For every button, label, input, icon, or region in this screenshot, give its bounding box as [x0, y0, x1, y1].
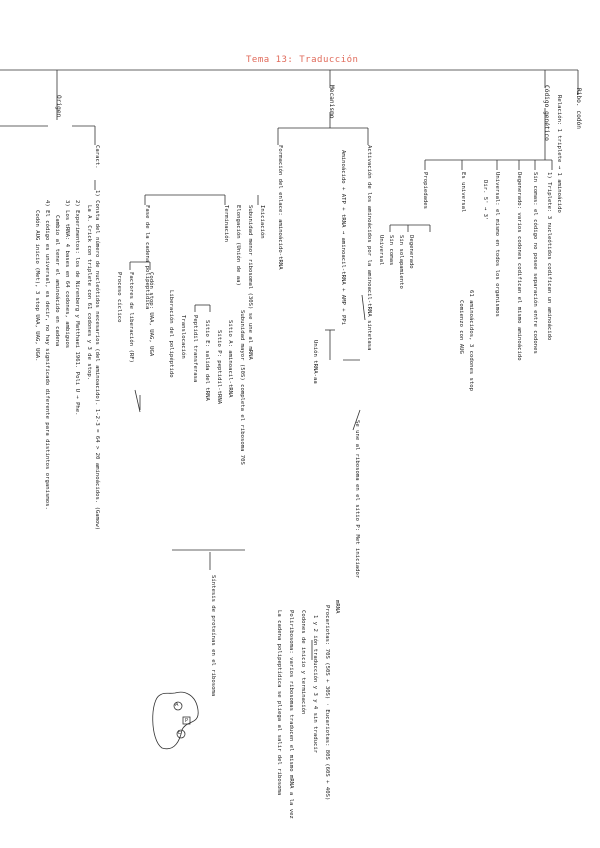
codigo-p3: Sin comas [388, 235, 394, 266]
codigo-p10: Es universal [460, 172, 466, 213]
mec-m12: Sitio A: aminoacil-tRNA [227, 320, 233, 398]
diagram-site-p: P [185, 718, 189, 724]
mec-m8: Terminación [223, 205, 229, 243]
mec-m13: Sitio P: peptidil-tRNA [216, 330, 222, 405]
mec-m4: Iniciación [259, 205, 265, 239]
origen-caract: Caract. [94, 145, 100, 169]
branch-codigo: Código genético [543, 85, 550, 141]
bottom-b6: Codones de inicio y terminación [300, 610, 306, 715]
mec-m15: Peptidil transferasa [192, 315, 198, 383]
bottom-b3: mRNA [334, 600, 340, 614]
codigo-p4: Universal [378, 235, 384, 266]
codigo-p5: 1) Triplete: 3 nucleótidos codifican un aminoácido [546, 172, 552, 341]
codigo-p1: Degenerado [408, 235, 414, 269]
codigo-propiedades: Propiedades [422, 172, 428, 210]
bottom-b8: La cadena polipeptídica se pliega al salir del ribosoma [276, 610, 282, 796]
branch-ribo: Ribo. codón [575, 88, 582, 129]
diagram-site-a: A [175, 702, 179, 708]
codigo-p6: Sin comas: el código no posee separación entre codones [532, 172, 538, 354]
origen-line-2: La A. Crick con triplete con 61 codones y 3 de stop. [86, 205, 92, 381]
codigo-ribo-line: Relación: 1 triplete → 1 aminoácido [556, 95, 562, 213]
mec-m17: Liberación del polipéptido [168, 290, 174, 378]
origen-line-5: Cambio al tener el aminoácido en cadena [54, 215, 60, 347]
bottom-b7: Poliribosoma: varios ribosomas traducen el mismo mRNA a la vez [288, 610, 294, 819]
mec-m18: Proceso cíclico [116, 272, 122, 323]
mec-m16: Translocación [180, 315, 186, 359]
mec-m14: Sitio E: salida del tRNA [204, 320, 210, 401]
origen-line-4: 3) Los tRNA: 4 bases en 64 codones, ambiguos [64, 200, 70, 349]
origen-line-7: Codón AUG inicio (Met), 3 stop UAA, UAG, UGA. [34, 210, 40, 362]
origen-line-3: 2) Experimentos: los de Nirenberg y Matthaei 1961. Poli U → Phe. [74, 200, 80, 416]
mec-m9: Codón stop: UAA, UAG, UGA [148, 272, 154, 357]
diagram-site-e: E [178, 730, 182, 736]
mec-m5: Subunidad menor ribosomal (30S) se une al mRNA [247, 205, 253, 360]
mec-m10: Factores de liberación (RF) [128, 272, 134, 363]
mec-m3: Formación del enlace: aminoácido-tRNA [277, 145, 283, 270]
codigo-p12: Comienzo con AUG [458, 300, 464, 354]
codigo-p11: 61 aminoácidos, 3 codones stop [468, 290, 474, 392]
mec-m1: Activación de los aminoácidos por la aminoacil-tRNA sintetasa [366, 145, 372, 351]
mec-m6: Elongación (Unión de aa) [235, 205, 241, 286]
mec-m2: Aminoácido + ATP + tRNA → aminoacil-tRNA + AMP + PPi [340, 150, 346, 326]
ribosome-sketch [153, 692, 198, 749]
codigo-p8: Universal: el mismo en todos los organismos [494, 172, 500, 317]
bottom-b1: Se une al ribosoma en el sitio P: Met iniciador [354, 420, 360, 579]
codigo-p9: Dir. 5' → 3' [482, 180, 488, 221]
bottom-b5: 1 y 2 ión traducción y 3 y 4 sin traducir [312, 615, 318, 754]
branch-mecanismo: Mecanismo [328, 85, 335, 119]
page-title: Tema 13: Traducción [246, 55, 359, 65]
bottom-b4: Procariotas: 70S (50S + 30S) · Eucariotas: 80S (60S + 40S) [324, 605, 330, 801]
mec-m11: Subunidad mayor (50S) completa el ribosoma 70S [239, 310, 245, 465]
mec-m7: Fase de la cadena polipeptídica [144, 205, 150, 310]
branch-origen: Origen [55, 95, 62, 118]
origen-line-6: 4) El código es universal, es decir, no hay significado diferente para distintos organismos. [44, 200, 50, 510]
codigo-p7: Degenerado: varios codones codifican el mismo aminoácido [516, 172, 522, 361]
mec-m19: Unión tRNA-aa [312, 340, 318, 384]
bottom-b2: Síntesis de proteínas en el ribosoma [210, 575, 216, 697]
codigo-p2: Sin solapamiento [398, 235, 404, 289]
origen-line-1: 1) Consta del número de nucleótidos necesarios (del aminoacido). 1-2-3 = 64 > 20 aminoácidos. (Gamow) [94, 190, 100, 531]
